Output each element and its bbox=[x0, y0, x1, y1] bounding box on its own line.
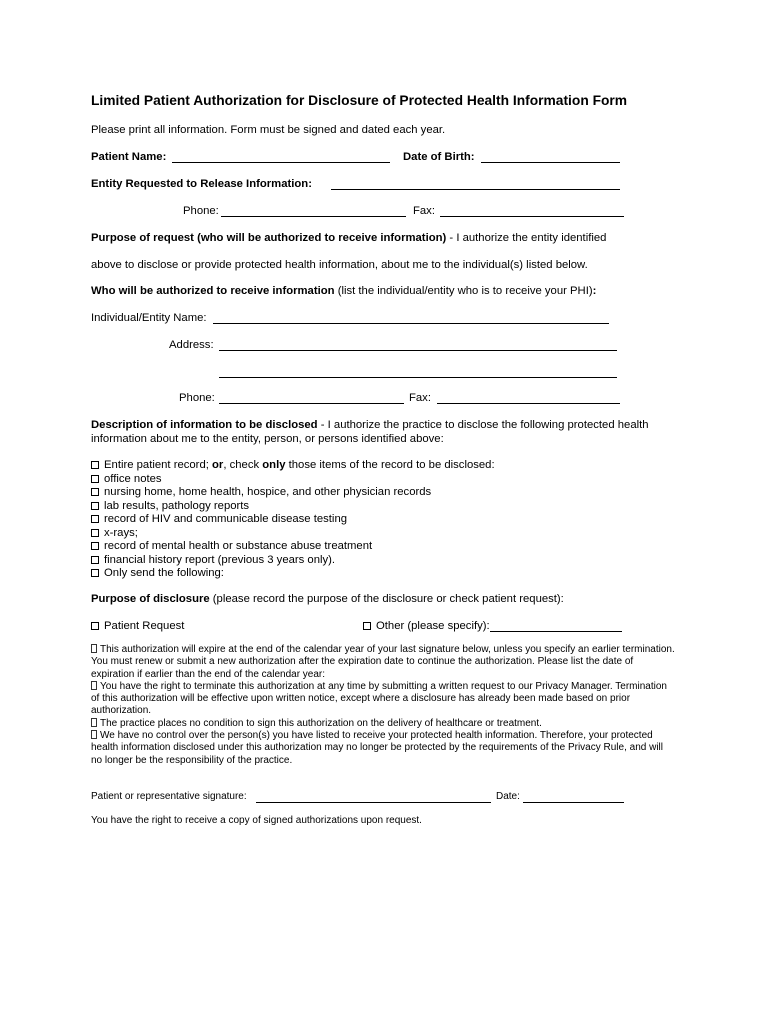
notice-line: no longer be the responsibility of the practice. bbox=[91, 754, 293, 766]
recipient-fax-field[interactable] bbox=[437, 403, 620, 404]
record-option-label: x-rays; bbox=[104, 527, 138, 539]
purpose-of-request-text: - I authorize the entity identified bbox=[449, 232, 607, 244]
checkbox[interactable] bbox=[91, 542, 99, 550]
recipient-note: (list the individual/entity who is to receive your PHI) bbox=[337, 285, 593, 297]
checkbox[interactable] bbox=[91, 475, 99, 483]
recipient-address-field-line-1[interactable] bbox=[219, 350, 617, 351]
signature-label: Patient or representative signature: bbox=[91, 791, 247, 802]
record-option-label: those items of the record to be disclosed: bbox=[288, 459, 495, 471]
record-option bbox=[91, 513, 347, 526]
checkbox[interactable] bbox=[91, 529, 99, 537]
recipient-name-field[interactable] bbox=[213, 323, 609, 324]
record-option-label: nursing home, home health, hospice, and other physician records bbox=[104, 486, 432, 498]
purpose-of-request-heading: Purpose of request (who will be authorized to receive information) bbox=[91, 232, 447, 244]
record-option-label: record of mental health or substance abuse treatment bbox=[104, 540, 373, 552]
signature-field[interactable] bbox=[256, 802, 491, 803]
checkbox[interactable] bbox=[91, 622, 99, 630]
patient-name-field[interactable] bbox=[172, 162, 390, 163]
purpose-of-disclosure-heading: Purpose of disclosure bbox=[91, 593, 210, 605]
record-option bbox=[91, 554, 335, 567]
record-option-label: financial history report (previous 3 years only). bbox=[104, 554, 336, 566]
recipient-heading-colon: : bbox=[592, 285, 597, 297]
other-purpose-field[interactable] bbox=[490, 631, 622, 632]
recipient-heading: Who will be authorized to receive information bbox=[91, 285, 335, 297]
record-option bbox=[91, 567, 224, 580]
notice-text: You have the right to terminate this authorization at any time by submitting a written request to our Privacy Manager. Termination bbox=[100, 680, 667, 692]
checkbox[interactable] bbox=[91, 556, 99, 564]
entity-phone-field[interactable] bbox=[221, 216, 406, 217]
form-title: Limited Patient Authorization for Disclosure of Protected Health Information Form bbox=[91, 93, 628, 108]
record-option-label: , check bbox=[223, 459, 260, 471]
description-heading: Description of information to be disclosed bbox=[91, 419, 318, 431]
entity-fax-field[interactable] bbox=[440, 216, 624, 217]
notice-text: We have no control over the person(s) you have listed to receive your protected health information. Therefore, your protected bbox=[100, 730, 653, 742]
description-line-1 bbox=[91, 419, 649, 432]
purpose-of-request-line-1 bbox=[91, 232, 606, 245]
recipient-fax-label: Fax: bbox=[409, 392, 431, 404]
entity-field[interactable] bbox=[331, 189, 620, 190]
record-option-label: lab results, pathology reports bbox=[104, 500, 250, 512]
other-purpose-label: Other (please specify): bbox=[376, 620, 490, 632]
signature-date-label: Date: bbox=[496, 791, 520, 802]
notice-line bbox=[91, 730, 675, 742]
authorization-notices bbox=[91, 644, 675, 767]
description-line-2: information about me to the entity, person, or persons identified above: bbox=[91, 433, 444, 445]
record-option bbox=[91, 486, 431, 499]
patient-request-option bbox=[91, 620, 184, 633]
date-of-birth-label: Date of Birth: bbox=[403, 151, 475, 163]
entity-label: Entity Requested to Release Information: bbox=[91, 178, 312, 190]
notice-text: The practice places no condition to sign this authorization on the delivery of healthcare or treatment. bbox=[100, 717, 542, 729]
record-option-label: Only send the following: bbox=[104, 567, 224, 579]
purpose-of-request-line-2: above to disclose or provide protected health information, about me to the individual(s) listed below. bbox=[91, 259, 588, 271]
record-option-or: or bbox=[212, 459, 224, 471]
entity-phone-label: Phone: bbox=[183, 205, 219, 217]
record-option-only: only bbox=[262, 459, 286, 471]
notice-bullet-icon bbox=[91, 681, 97, 690]
notice-line: authorization. bbox=[91, 705, 152, 717]
checkbox[interactable] bbox=[91, 569, 99, 577]
record-option bbox=[91, 473, 162, 486]
record-option bbox=[91, 540, 372, 553]
checkbox[interactable] bbox=[91, 502, 99, 510]
notice-line bbox=[91, 644, 675, 656]
recipient-address-field-line-2[interactable] bbox=[219, 377, 617, 378]
notice-bullet-icon bbox=[91, 718, 97, 727]
record-option bbox=[91, 500, 249, 513]
other-purpose-option bbox=[363, 620, 490, 633]
notice-line: expiration if earlier than the end of the calendar year: bbox=[91, 668, 326, 680]
notice-line bbox=[91, 681, 675, 693]
notice-line: You must renew or submit a new authorization after the expiration date to continue the authorization. Please list the date of bbox=[91, 656, 634, 668]
record-option-label: Entire patient record; bbox=[104, 459, 209, 471]
checkbox[interactable] bbox=[91, 461, 99, 469]
patient-name-label: Patient Name: bbox=[91, 151, 167, 163]
date-of-birth-field[interactable] bbox=[481, 162, 620, 163]
notice-text: This authorization will expire at the end of the calendar year of your last signature below, unless you specify an earlier termination. bbox=[100, 644, 675, 655]
signature-date-field[interactable] bbox=[523, 802, 624, 803]
purpose-of-disclosure-line bbox=[91, 593, 564, 606]
recipient-name-label: Individual/Entity Name: bbox=[91, 312, 207, 324]
record-option-entire-record bbox=[91, 459, 495, 472]
checkbox[interactable] bbox=[91, 515, 99, 523]
footer-note: You have the right to receive a copy of signed authorizations upon request. bbox=[91, 815, 422, 826]
recipient-heading-line bbox=[91, 285, 596, 298]
notice-line: of this authorization will be effective upon written notice, except where a disclosure has already been made based on prior bbox=[91, 693, 631, 705]
record-option-label: record of HIV and communicable disease testing bbox=[104, 513, 348, 525]
recipient-address-label: Address: bbox=[169, 339, 214, 351]
recipient-phone-field[interactable] bbox=[219, 403, 404, 404]
record-option bbox=[91, 527, 138, 540]
purpose-of-disclosure-note: (please record the purpose of the disclosure or check patient request): bbox=[212, 593, 564, 605]
notice-line bbox=[91, 718, 675, 730]
instructions-text: Please print all information. Form must be signed and dated each year. bbox=[91, 124, 446, 136]
description-text: - I authorize the practice to disclose the following protected health bbox=[320, 419, 649, 431]
checkbox[interactable] bbox=[363, 622, 371, 630]
checkbox[interactable] bbox=[91, 488, 99, 496]
record-option-label: office notes bbox=[104, 473, 162, 485]
entity-fax-label: Fax: bbox=[413, 205, 435, 217]
patient-request-label: Patient Request bbox=[104, 620, 185, 632]
notice-line: health information disclosed under this authorization may no longer be protected by the requirements of the Privacy Rule, and will bbox=[91, 742, 663, 754]
notice-bullet-icon bbox=[91, 644, 97, 653]
recipient-phone-label: Phone: bbox=[179, 392, 215, 404]
notice-bullet-icon bbox=[91, 730, 97, 739]
